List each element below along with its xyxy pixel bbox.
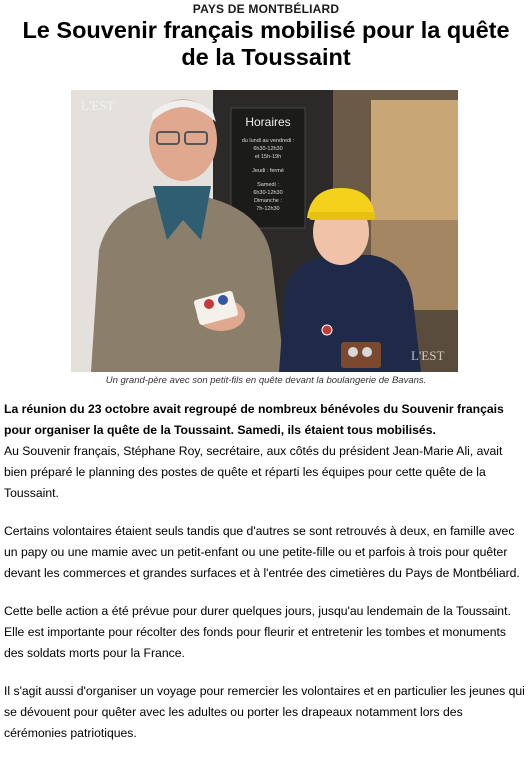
sign-line: et 15h-19h (254, 154, 282, 160)
photo-illustration (71, 90, 458, 372)
photo-watermark: L'EST (411, 348, 445, 363)
sign-heading: Horaires (245, 115, 291, 129)
article-body (4, 399, 528, 761)
photo-watermark-topleft: L'EST (81, 98, 115, 113)
section-label: PAYS DE MONTBÉLIARD (192, 2, 340, 16)
article-title: Le Souvenir français mobilisé pour la quête de la Toussaint (22, 17, 510, 70)
sign-line: 6h30-12h30 (253, 146, 283, 152)
article-paragraph: Au Souvenir français, Stéphane Roy, secrétaire, aux côtés du président Jean-Marie Ali, avait bien préparé le planning des postes de quête et réparti les équipes pour cette quête de la Toussaint. (4, 444, 503, 500)
article-paragraph: Cette belle action a été prévue pour durer quelques jours, jusqu'au lendemain de la Toussaint. Elle est importante pour récolter des fonds pour fleurir et entretenir les tombes et monuments des soldats morts pour la France. (4, 604, 511, 660)
sign-line: 7h-12h30 (256, 206, 280, 212)
sign-line: Jeudi : fermé (252, 168, 284, 174)
sign-line: Samedi : (257, 182, 279, 188)
sign-line: du lundi au vendredi : (241, 138, 295, 144)
photo-caption: Un grand-père avec son petit-fils en quête devant la boulangerie de Bavans. (105, 375, 427, 386)
sign-line: Dimanche : (254, 198, 282, 204)
article-paragraph: Il s'agit aussi d'organiser un voyage pour remercier les volontaires et en particulier les jeunes qui se dévouent pour quêter avec les adultes ou porter les drapeaux notamment lors des cérémonies patriotiques. (4, 684, 525, 740)
article-paragraph: Certains volontaires étaient seuls tandis que d'autres se sont retrouvés à deux, en famille avec un papy ou une mamie avec un petit-enfant ou une petite-fille ou et parfois à trois pour quêter devant les commerces et grandes surfaces et à l'entrée des cimetières du Pays de Montbéliard. (4, 524, 520, 580)
article-photo (71, 90, 458, 372)
sign-line: 6h30-12h30 (253, 190, 283, 196)
article-lead: La réunion du 23 octobre avait regroupé de nombreux bénévoles du Souvenir français pour organiser la quête de la Toussaint. Samedi, ils étaient tous mobilisés. (4, 402, 504, 437)
